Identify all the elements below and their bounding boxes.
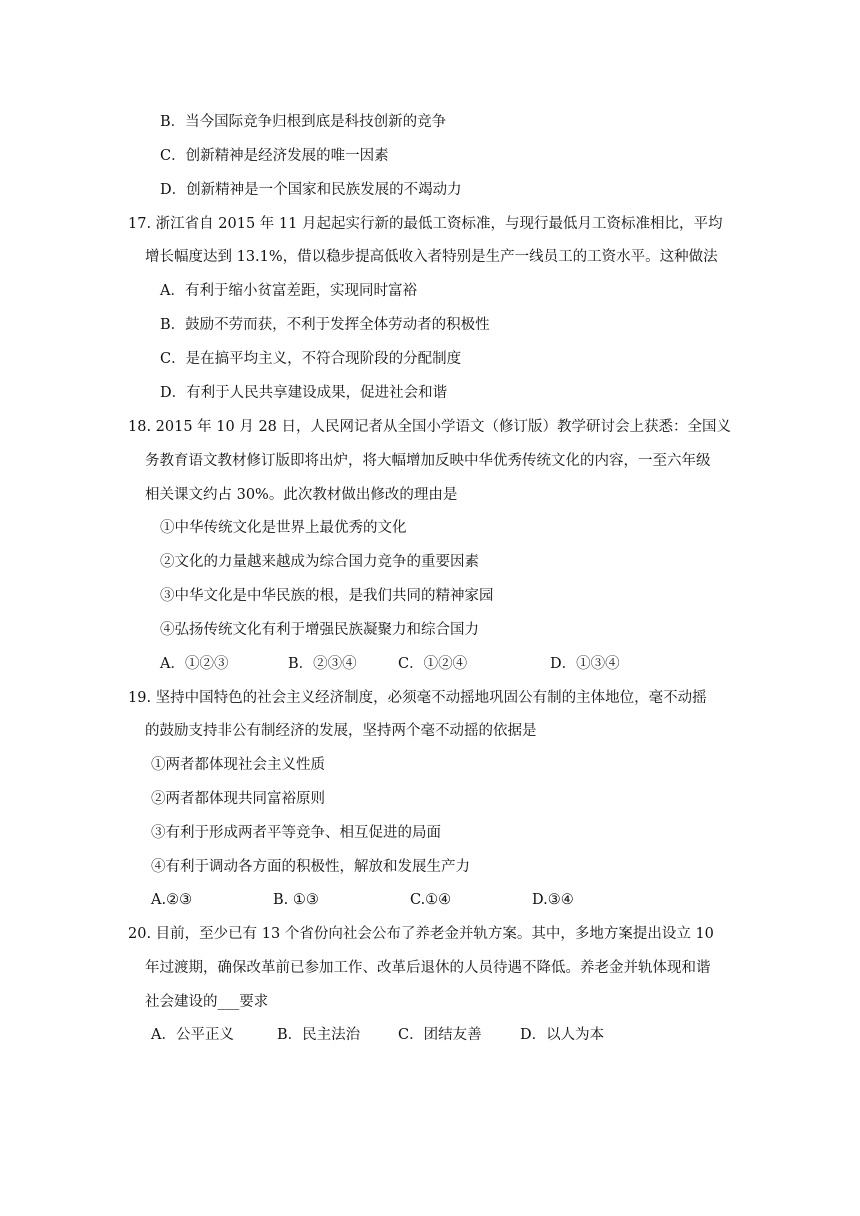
q20-option-d: D．以人为本 — [520, 1027, 605, 1043]
q17-option-a: A．有利于缩小贫富差距，实现同时富裕 — [160, 283, 417, 299]
q20-stem-line1: 20. 目前，至少已有 13 个省份向社会公布了养老金并轨方案。其中，多地方案提出设立 10 — [128, 926, 714, 942]
q20-option-a: A．公平正义 — [151, 1027, 234, 1043]
q16-option-b: B．当今国际竞争归根到底是科技创新的竞争 — [160, 114, 447, 130]
q17-option-d: D．有利于人民共享建设成果，促进社会和谐 — [160, 385, 448, 401]
q19-option-a: A.②③ — [151, 892, 193, 908]
q20-option-c: C．团结友善 — [398, 1027, 482, 1043]
q18-option-b: B．②③④ — [288, 656, 357, 672]
q19-stem-line2: 的鼓励支持非公有制经济的发展，坚持两个毫不动摇的依据是 — [145, 723, 537, 739]
q18-statement-3: ③中华文化是中华民族的根，是我们共同的精神家园 — [160, 588, 494, 604]
q18-statement-4: ④弘扬传统文化有利于增强民族凝聚力和综合国力 — [160, 622, 479, 638]
q20-stem-line2: 年过渡期，确保改革前已参加工作、改革后退休的人员待遇不降低。养老金并轨体现和谐 — [145, 960, 711, 976]
q18-option-c: C．①②④ — [398, 656, 468, 672]
q18-stem-line1: 18. 2015 年 10 月 28 日，人民网记者从全国小学语文（修订版）教学研讨会上获悉：全国义 — [128, 419, 732, 435]
q20-option-b: B．民主法治 — [277, 1027, 361, 1043]
q17-option-b: B．鼓励不劳而获，不利于发挥全体劳动者的积极性 — [160, 317, 490, 333]
q19-option-b: B. ①③ — [273, 892, 319, 908]
q18-option-a: A．①②③ — [160, 656, 229, 672]
q19-option-d: D.③④ — [532, 892, 574, 908]
q18-statement-2: ②文化的力量越来越成为综合国力竞争的重要因素 — [160, 554, 479, 570]
q18-stem-line3: 相关课文约占 30%。此次教材做出修改的理由是 — [145, 487, 458, 503]
q18-stem-line2: 务教育语文教材修订版即将出炉，将大幅增加反映中华优秀传统文化的内容，一至六年级 — [145, 453, 711, 469]
q19-statement-3: ③有利于形成两者平等竞争、相互促进的局面 — [151, 825, 441, 841]
q20-stem-line3: 社会建设的___要求 — [145, 994, 269, 1010]
q19-option-c: C.①④ — [410, 892, 452, 908]
q17-stem-line2: 增长幅度达到 13.1%，借以稳步提高低收入者特别是生产一线员工的工资水平。这种做法 — [145, 249, 718, 265]
q17-option-c: C．是在搞平均主义，不符合现阶段的分配制度 — [160, 351, 462, 367]
q16-option-d: D．创新精神是一个国家和民族发展的不竭动力 — [160, 182, 462, 198]
q19-statement-4: ④有利于调动各方面的积极性，解放和发展生产力 — [151, 859, 470, 875]
q19-statement-2: ②两者都体现共同富裕原则 — [151, 791, 325, 807]
q17-stem-line1: 17. 浙江省自 2015 年 11 月起起实行新的最低工资标准，与现行最低月工资标准相比，平均 — [128, 216, 723, 232]
q16-option-c: C．创新精神是经济发展的唯一因素 — [160, 148, 389, 164]
q19-statement-1: ①两者都体现社会主义性质 — [151, 757, 325, 773]
q18-option-d: D．①③④ — [550, 656, 620, 672]
q19-stem-line1: 19. 坚持中国特色的社会主义经济制度，必须毫不动摇地巩固公有制的主体地位，毫不动摇 — [128, 690, 707, 706]
q18-statement-1: ①中华传统文化是世界上最优秀的文化 — [160, 520, 407, 536]
